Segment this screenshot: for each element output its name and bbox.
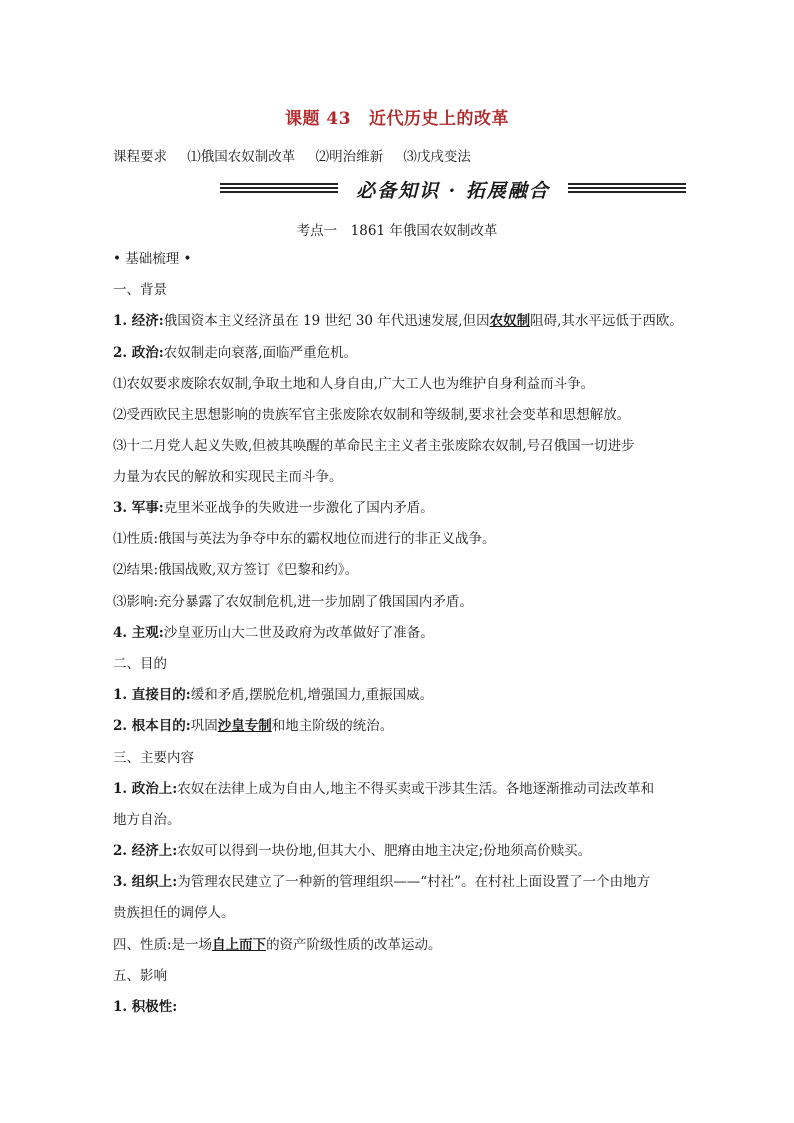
text-line: ⑵结果:俄国战败,双方签订《巴黎和约》。	[113, 562, 359, 578]
item-text: 农奴制走向衰落,面临严重危机。	[163, 345, 358, 361]
text-line: 地方自治。	[113, 812, 181, 828]
key-term: 农奴制	[489, 313, 531, 329]
item-label: 2. 政治:	[113, 345, 164, 361]
text-line: 力量为农民的解放和实现民主而斗争。	[113, 469, 343, 485]
item-text: 农奴在法律上成为自由人,地主不得买卖或干涉其生活。各地逐渐推动司法改革和	[177, 781, 655, 797]
item-label: 2. 经济上:	[113, 843, 178, 859]
text-line: ⑵受西欧民主思想影响的贵族军官主张废除农奴制和等级制,要求社会变革和思想解放。	[113, 407, 631, 423]
text-line	[113, 686, 433, 704]
lesson-name: 近代历史上的改革	[369, 109, 510, 129]
text-line	[113, 842, 591, 860]
item-text: 沙皇亚历山大二世及政府为改革做好了准备。	[163, 625, 434, 641]
item-label: 1. 积极性:	[113, 999, 178, 1015]
text-line: ⑶影响:充分暴露了农奴制危机,进一步加剧了俄国国内矛盾。	[113, 594, 473, 610]
text-line	[113, 780, 654, 798]
item-label: 3. 军事:	[113, 500, 164, 516]
text-line: ⑴农奴要求废除农奴制,争取土地和人身自由,广大工人也为维护自身利益而斗争。	[113, 376, 595, 392]
requirement-item: ⑶戊戌变法	[403, 149, 471, 165]
item-text: 的资产阶级性质的改革运动。	[266, 937, 442, 953]
text-line: 贵族担任的调停人。	[113, 905, 235, 921]
text-line	[113, 717, 393, 735]
banner-text: 必备知识 · 拓展融合	[356, 180, 550, 202]
subsection-label: • 基础梳理 •	[113, 251, 192, 267]
item-text: 四、性质:是一场	[113, 937, 213, 953]
item-label: 1. 直接目的:	[113, 687, 191, 703]
item-text: 阻碍,其水平远低于西欧。	[530, 313, 683, 329]
key-term: 自上而下	[212, 937, 267, 953]
text-line	[113, 312, 683, 330]
banner-rule-left	[220, 183, 338, 194]
text-line	[113, 499, 434, 517]
section-heading: 一、背景	[113, 282, 167, 298]
lesson-number: 课题 43	[284, 109, 352, 129]
item-label: 3. 组织上:	[113, 874, 178, 890]
item-label: 1. 政治上:	[113, 781, 178, 797]
banner-rule-right	[568, 183, 686, 194]
item-text: 俄国资本主义经济虽在 19 世纪 30 年代迅速发展,但因	[163, 313, 490, 329]
item-label: 4. 主观:	[113, 625, 164, 641]
section-heading: 二、目的	[113, 656, 167, 672]
requirement-item: ⑴俄国农奴制改革	[187, 149, 296, 165]
text-line	[113, 936, 442, 954]
item-label: 1. 经济:	[113, 313, 164, 329]
item-text: 和地主阶级的统治。	[271, 718, 394, 734]
section-heading: 三、主要内容	[113, 750, 194, 766]
text-line	[113, 998, 177, 1016]
section-banner	[220, 176, 686, 202]
text-line	[113, 624, 434, 642]
item-text: 缓和矛盾,摆脱危机,增强国力,重振国威。	[190, 687, 434, 703]
item-text: 克里米亚战争的失败进一步激化了国内矛盾。	[163, 500, 434, 516]
requirements-label: 课程要求	[113, 149, 167, 165]
page-title	[0, 104, 794, 129]
item-text: 巩固	[190, 718, 218, 734]
text-line	[113, 344, 357, 362]
keypoint-heading: 考点一 1861 年俄国农奴制改革	[296, 223, 498, 239]
item-text: 为管理农民建立了一种新的管理组织——“村社”。在村社上面设置了一个由地方	[177, 874, 651, 890]
text-line	[113, 873, 650, 891]
item-text: 农奴可以得到一块份地,但其大小、肥瘠由地主决定;份地须高价赎买。	[177, 843, 592, 859]
text-line: ⑶十二月党人起义失败,但被其唤醒的革命民主主义者主张废除农奴制,号召俄国一切进步	[113, 438, 635, 454]
section-heading: 五、影响	[113, 968, 167, 984]
course-requirements	[113, 145, 487, 165]
item-label: 2. 根本目的:	[113, 718, 191, 734]
key-term: 沙皇专制	[217, 718, 272, 734]
text-line: ⑴性质:俄国与英法为争夺中东的霸权地位而进行的非正义战争。	[113, 531, 496, 547]
requirement-item: ⑵明治维新	[315, 149, 384, 165]
